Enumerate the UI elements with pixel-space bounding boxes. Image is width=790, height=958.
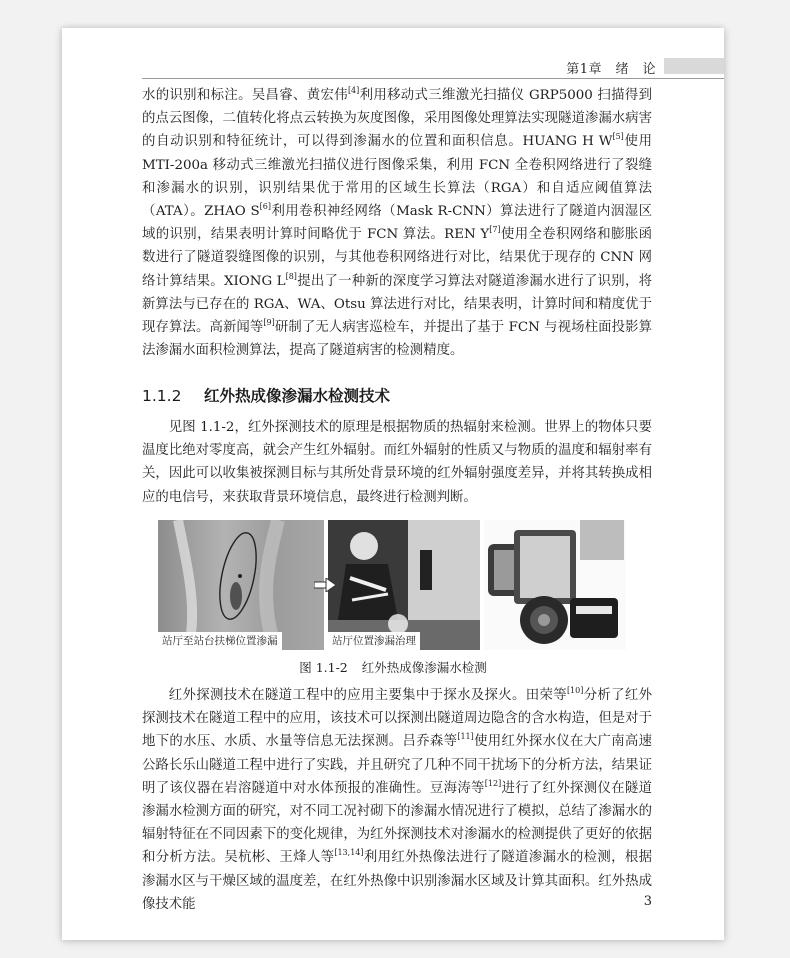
paragraph-1 [142, 84, 652, 362]
paragraph-3 [142, 684, 652, 916]
leak-photo-image [158, 520, 324, 650]
arrow-right-icon [314, 578, 336, 592]
figure-caption-text: 红外热成像渗漏水检测 [361, 660, 487, 675]
chapter-title: 第1章 绪 论 [566, 62, 656, 77]
para3-text: 利用红外热像法进行了隧道渗漏水的检测，根据渗漏水区与干燥区域的温度差，在红外热像中识别渗漏水区域及计算其面积。红外热成像技术能 [142, 850, 653, 912]
book-page [62, 28, 724, 940]
figure-1-1-2 [158, 520, 626, 650]
citation: [12] [484, 778, 502, 788]
citation: [13,14] [334, 848, 364, 858]
para3-text: 分析了红外探测技术在隧道工程中的应用，该技术可以探测出隧道周边隐含的含水构造，但是对于地下的水压、水质、水量等信息无法探测。吕乔森等 [142, 688, 653, 750]
para3-text: 使用红外探水仪在大广南高速公路长乐山隧道工程中进行了实践，并且研究了几种不同干扰场下的分析方法，结果证明了该仪器在岩溶隧道中对水体预报的准确性。豆海涛等 [142, 734, 653, 796]
para1-text: 使用全卷积网络和膨胀函数进行了隧道裂缝图像的识别，与其他卷积网络进行对比，结果优于现存的 CNN 网络计算结果。XIONG L [142, 227, 653, 289]
para1-text: 水的识别和标注。吴昌睿、黄宏伟 [142, 88, 348, 103]
photo1-label: 站厅至站台扶梯位置渗漏 [158, 632, 282, 650]
citation: [4] [347, 86, 360, 95]
citation: [7] [489, 225, 501, 235]
para2-text: 见图 1.1-2，红外探测技术的原理是根据物质的热辐射来检测。世界上的物体只要温度比绝对零度高，就会产生红外辐射。而红外辐射的性质又与物质的温度和辐射率有关，因此可以收集被探测目标与其所处背景环境的红外辐射强度差异，并将其转换成相应的电信号，来获取背景环境信息，最终进行检测判断。 [142, 420, 652, 505]
para3-text: 进行了红外探测仪在隧道渗漏水检测方面的研究，对不同工况衬砌下的渗漏水情况进行了模拟，总结了渗漏水的辐射特征在不同因素下的变化规律，为红外探测技术对渗漏水的检测提供了更好的依据和分析方法。吴杭彬、王烽人等 [142, 780, 653, 866]
repair-photo [328, 520, 480, 650]
citation: [8] [285, 271, 297, 281]
para1-text: 使用 MTI-200a 移动式三维激光扫描仪进行图像采集，利用 FCN 全卷积网络进行了裂缝和渗漏水的识别，识别结果优于常用的区域生长算法（RGA）和自适应阈值算法（ATA）。ZHAO S [142, 134, 652, 220]
citation: [10] [566, 686, 584, 695]
citation: [5] [612, 132, 624, 142]
repair-photo-image [328, 520, 480, 650]
figure-caption [62, 658, 724, 676]
leak-photo [158, 520, 324, 650]
section-title: 红外热成像渗漏水检测技术 [204, 387, 391, 405]
header-rule [142, 78, 724, 79]
citation: [6] [259, 202, 271, 212]
photo2-label: 站厅位置渗漏治理 [328, 632, 420, 650]
running-header [62, 28, 724, 80]
figure-caption-number: 图 1.1-2 [299, 660, 348, 675]
thermal-camera-icon [484, 520, 626, 650]
para1-text: 提出了一种新的深度学习算法对隧道渗漏水进行了识别，将新算法与已存在的 RGA、WA、Otsu 算法进行对比，结果表明，计算时间和精度优于现存算法。高新闻等 [142, 273, 652, 336]
para1-text: 利用移动式三维激光扫描仪 GRP5000 扫描得到的点云图像，二值转化将点云转换为灰度图像，采用图像处理算法实现隧道渗漏水病害的自动识别和特征统计，可以得到渗漏水的位置和面积信息。HUANG H W [142, 88, 652, 150]
page-number: 3 [643, 894, 652, 909]
paragraph-2 [142, 416, 652, 509]
para3-text: 红外探测技术在隧道工程中的应用主要集中于探水及探火。田荣等 [168, 688, 567, 703]
header-tab-bar [664, 58, 724, 74]
thermal-camera-photo [484, 520, 626, 650]
citation: [9] [263, 318, 275, 328]
para1-text: 研制了无人病害巡检车，并提出了基于 FCN 与视场柱面投影算法渗漏水面积检测算法，提高了隧道病害的检测精度。 [142, 320, 653, 359]
citation: [11] [457, 732, 474, 742]
section-heading [142, 384, 390, 406]
section-number: 1.1.2 [142, 387, 182, 405]
para1-text: 利用卷积神经网络（Mask R-CNN）算法进行了隧道内洇湿区域的识别，结果表明计算时间略优于 FCN 算法。REN Y [142, 204, 652, 243]
